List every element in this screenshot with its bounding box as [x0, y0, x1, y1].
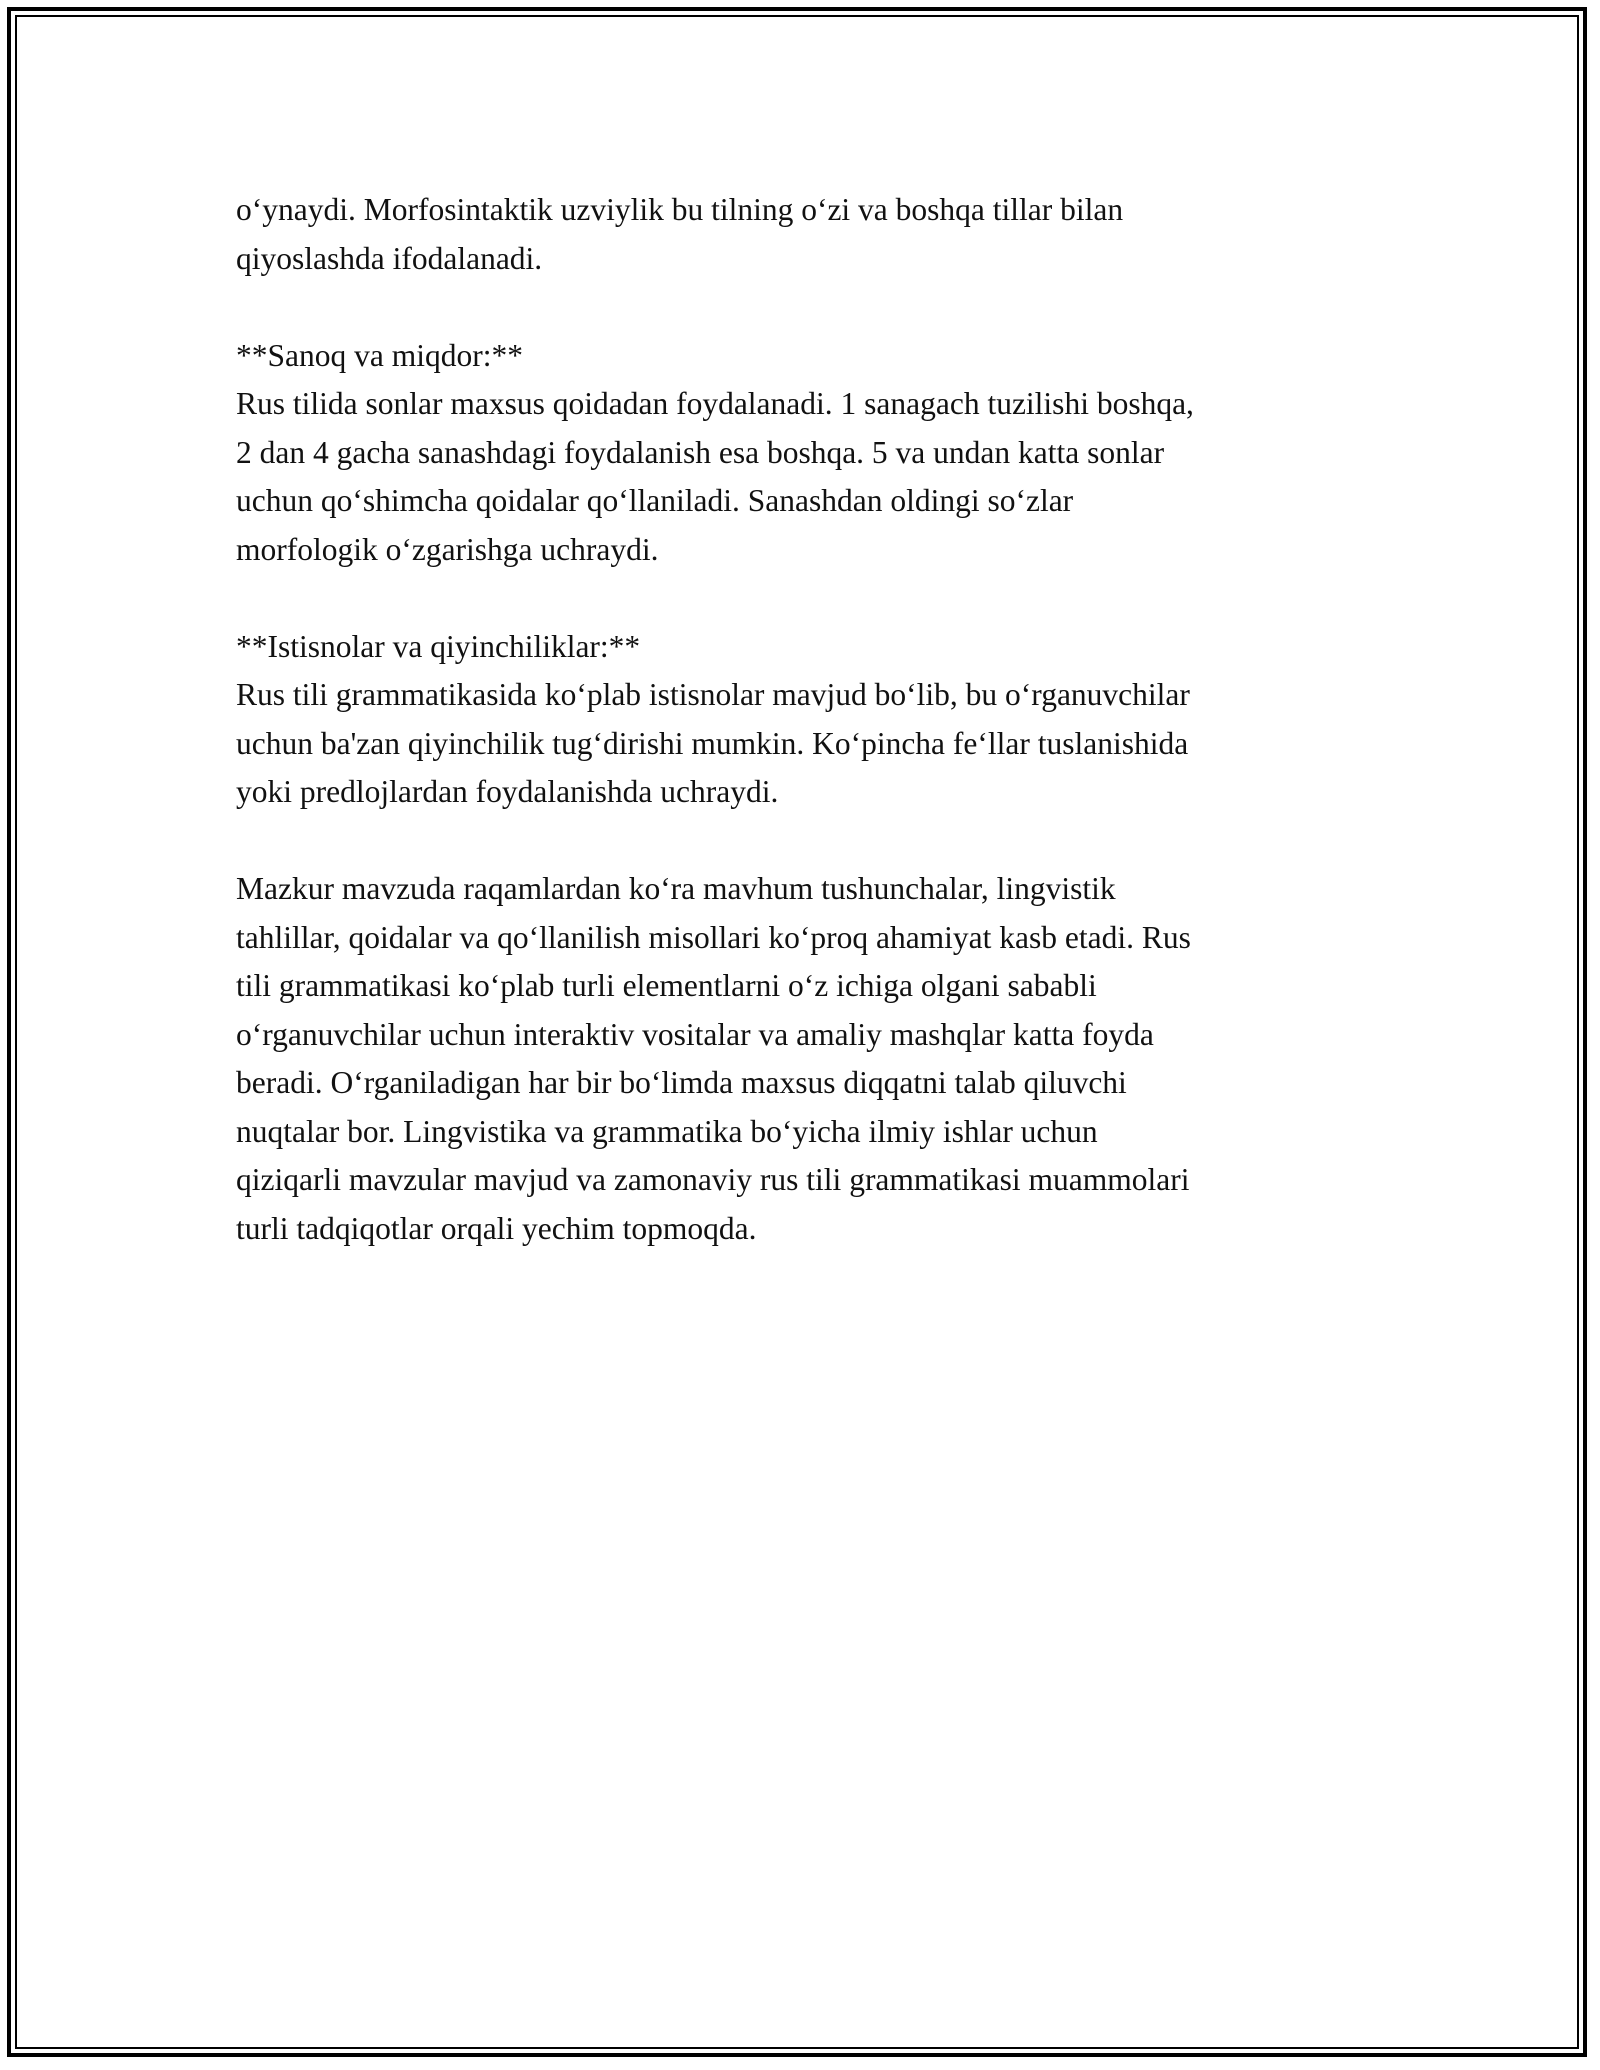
- section-heading: **Sanoq va miqdor:**: [236, 337, 523, 373]
- text-line: 2 dan 4 gacha sanashdagi foydalanish esa boshqa. 5 va undan katta sonlar: [236, 434, 1165, 470]
- text-line: nuqtalar bor. Lingvistika va grammatika boʻyicha ilmiy ishlar uchun: [236, 1113, 1098, 1149]
- paragraph-continuation: [236, 186, 1376, 283]
- text-line: tahlillar, qoidalar va qoʻllanilish misollari koʻproq ahamiyat kasb etadi. Rus: [236, 919, 1191, 955]
- text-line: beradi. Oʻrganiladigan har bir boʻlimda maxsus diqqatni talab qiluvchi: [236, 1065, 1127, 1100]
- text-line: tili grammatikasi koʻplab turli elementlarni oʻz ichiga olgani sababli: [236, 968, 1097, 1003]
- text-line: uchun ba'zan qiyinchilik tugʻdirishi mumkin. Koʻpincha feʻllar tuslanishida: [236, 725, 1189, 761]
- text-line: turli tadqiqotlar orqali yechim topmoqda.: [236, 1210, 757, 1246]
- text-line: yoki predlojlardan foydalanishda uchraydi.: [236, 774, 779, 809]
- section-istisnolar: [236, 623, 1376, 817]
- text-line: qiziqarli mavzular mavjud va zamonaviy rus tili grammatikasi muammolari: [236, 1162, 1190, 1197]
- text-line: qiyoslashda ifodalanadi.: [236, 240, 543, 276]
- section-heading: **Istisnolar va qiyinchiliklar:**: [236, 628, 641, 664]
- document-body: [236, 186, 1376, 1302]
- text-line: Rus tili grammatikasida koʻplab istisnolar mavjud boʻlib, bu oʻrganuvchilar: [236, 677, 1190, 712]
- text-line: Mazkur mavzuda raqamlardan koʻra mavhum tushunchalar, lingvistik: [236, 871, 1116, 906]
- text-line: uchun qoʻshimcha qoidalar qoʻllaniladi. Sanashdan oldingi soʻzlar: [236, 483, 1074, 518]
- paragraph-conclusion: [236, 865, 1376, 1253]
- text-line: oʻynaydi. Morfosintaktik uzviylik bu tilning oʻzi va boshqa tillar bilan: [236, 192, 1124, 227]
- text-line: morfologik oʻzgarishga uchraydi.: [236, 531, 659, 567]
- text-line: oʻrganuvchilar uchun interaktiv vositalar va amaliy mashqlar katta foyda: [236, 1016, 1154, 1052]
- text-line: Rus tilida sonlar maxsus qoidadan foydalanadi. 1 sanagach tuzilishi boshqa,: [236, 386, 1194, 421]
- section-sanoq-va-miqdor: [236, 332, 1376, 575]
